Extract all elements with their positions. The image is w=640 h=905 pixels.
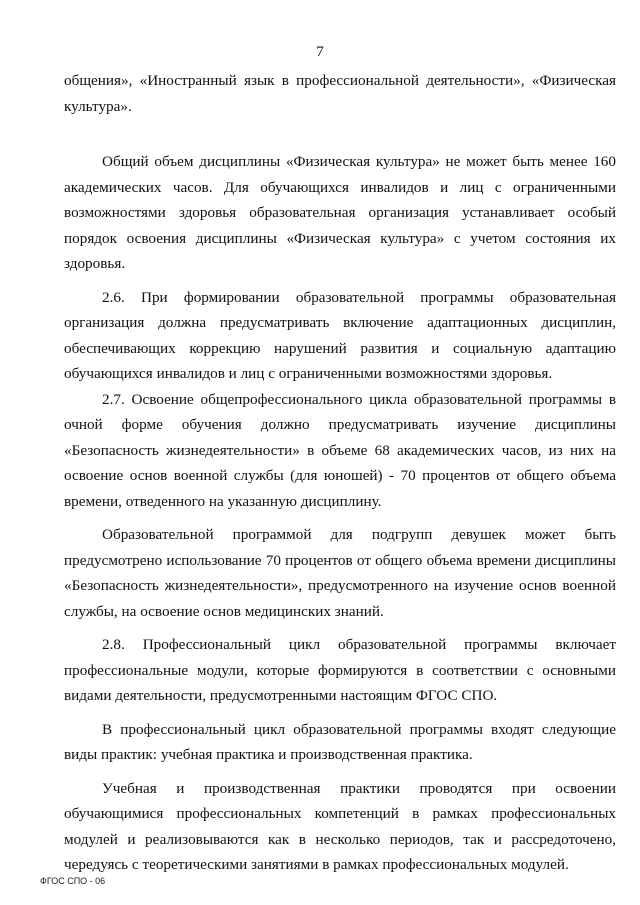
paragraph-2-8: 2.8. Профессиональный цикл образовательной программы включает профессиональные модули, которые формируются в соответствии с основными видами деятельности, предусмотренными настоящим ФГОС СПО. bbox=[64, 636, 616, 704]
paragraph-2-6: 2.6. При формировании образовательной программы образовательная организация должна предусматривать включение адаптационных дисциплин, обеспечивающих коррекцию нарушений развития и социальную адаптацию обучающихся инвалидов и лиц с ограниченными возможностями здоровья. bbox=[64, 288, 616, 382]
document-body bbox=[64, 68, 616, 878]
paragraph-practice-types: В профессиональный цикл образовательной программы входят следующие виды практик: учебная практика и производственная практика. bbox=[64, 720, 616, 763]
paragraph-girls-subgroups: Образовательной программой для подгрупп девушек может быть предусмотрено использование 70 процентов от общего объема времени дисциплины «Безопасность жизнедеятельности», предусмотренного на изучение основ военной службы, на освоение основ медицинских знаний. bbox=[64, 526, 616, 620]
paragraph-practice-conduct: Учебная и производственная практики проводятся при освоении обучающимися профессиональных компетенций в рамках профессиональных модулей и реализовываются как в несколько периодов, так и рассредоточено, чередуясь с теоретическими занятиями в рамках профессиональных модулей. bbox=[64, 779, 616, 873]
paragraph-continuation: общения», «Иностранный язык в профессиональной деятельности», «Физическая культура». bbox=[64, 72, 616, 115]
paragraph-2-7: 2.7. Освоение общепрофессионального цикла образовательной программы в очной форме обучения должно предусматривать изучение дисциплины «Безопасность жизнедеятельности» в объеме 68 академических часов, из них на освоение основ военной службы (для юношей) - 70 процентов от общего объема времени, отведенного на указанную дисциплину. bbox=[64, 390, 616, 510]
footer-label: ФГОС СПО - 06 bbox=[40, 876, 106, 886]
paragraph-physical-culture: Общий объем дисциплины «Физическая культура» не может быть менее 160 академических часов. Для обучающихся инвалидов и лиц с ограниченными возможностями здоровья образовательная организация устанавливает особый порядок освоения дисциплины «Физическая культура» с учетом состояния их здоровья. bbox=[64, 153, 616, 272]
page-number: 7 bbox=[316, 44, 324, 60]
